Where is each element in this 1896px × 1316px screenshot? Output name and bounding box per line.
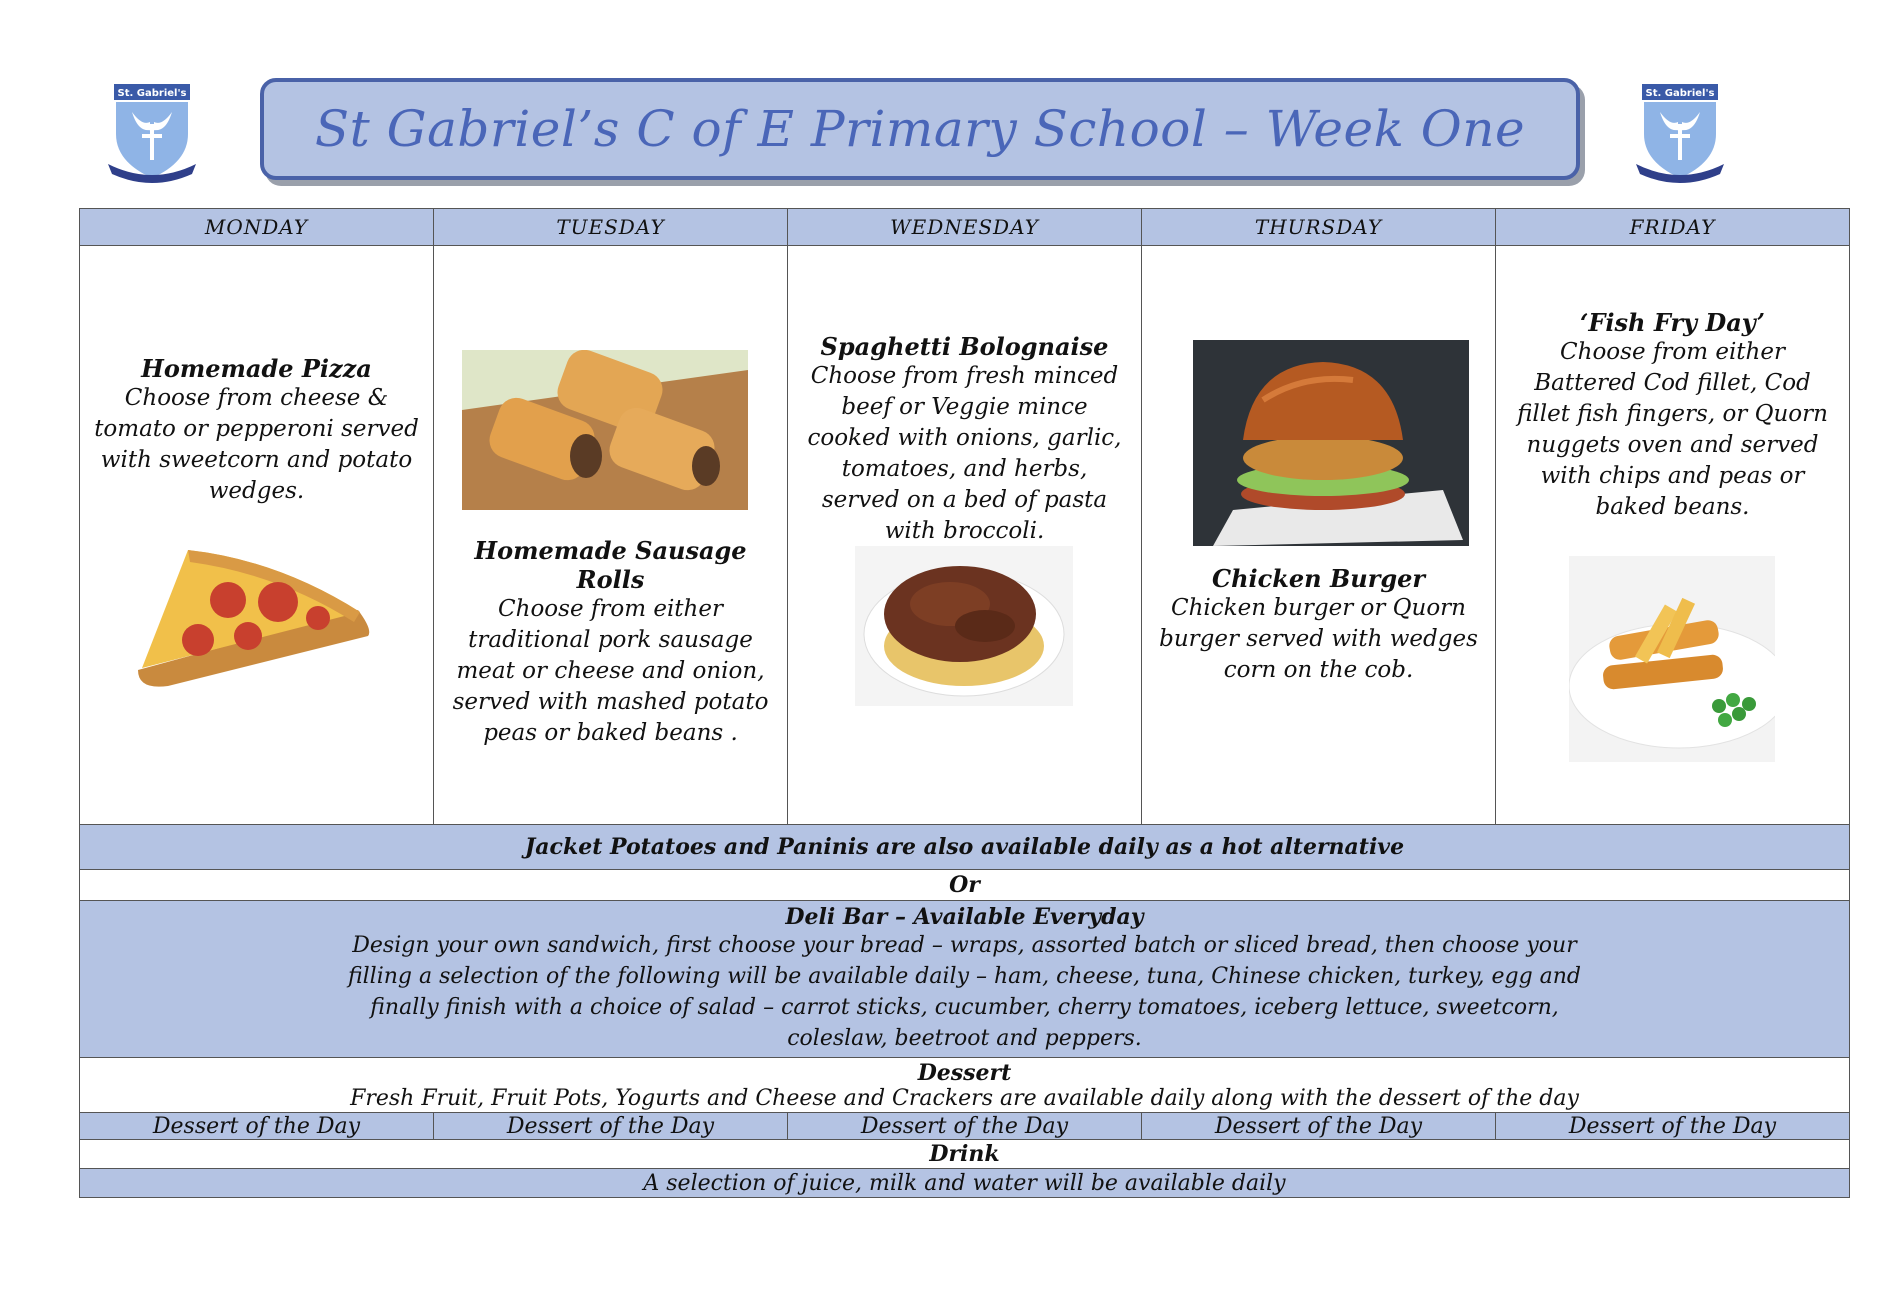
meal-name-friday: ‘Fish Fry Day’ (1580, 308, 1765, 337)
deli-bar-row (80, 901, 1850, 1058)
meal-cell-tuesday (434, 246, 788, 825)
spaghetti-bolognaise-image (855, 546, 1073, 706)
dessert-text: Fresh Fruit, Fruit Pots, Yogurts and Cheese and Crackers are available daily along with the dessert of the day (350, 1085, 1579, 1111)
pizza-slice-image (128, 540, 384, 690)
day-header-friday: FRIDAY (1496, 209, 1850, 246)
meal-desc-monday: Choose from cheese & tomato or pepperoni served with sweetcorn and potato wedges. (94, 385, 419, 504)
logo-text: St. Gabriel's (1645, 88, 1715, 99)
meal-cell-monday (80, 246, 434, 825)
hot-alternative-row (80, 825, 1850, 870)
logo-text: St. Gabriel's (117, 88, 187, 99)
dessert-title: Dessert (917, 1059, 1012, 1086)
meal-cell-wednesday (788, 246, 1142, 825)
day-header-row (80, 209, 1850, 246)
day-header-tuesday: TUESDAY (434, 209, 788, 246)
deli-bar-cell (80, 901, 1850, 1058)
day-header-monday: MONDAY (80, 209, 434, 246)
hot-alternative-text: Jacket Potatoes and Paninis are also available daily as a hot alternative (80, 825, 1850, 870)
deli-bar-title: Deli Bar – Available Everyday (785, 904, 1144, 930)
school-logo-right (1630, 82, 1730, 186)
weekly-menu-table (79, 208, 1850, 1198)
page-title-banner (260, 78, 1580, 180)
meal-name-tuesday: Homemade Sausage Rolls (474, 536, 747, 594)
fish-fingers-image (1569, 556, 1775, 762)
drink-row (80, 1169, 1850, 1198)
dessert-of-day-thursday: Dessert of the Day (1142, 1113, 1496, 1140)
meals-row (80, 246, 1850, 825)
drink-title: Drink (80, 1140, 1850, 1169)
page-title: St Gabriel’s C of E Primary School – Week One (314, 100, 1526, 158)
dessert-of-day-tuesday: Dessert of the Day (434, 1113, 788, 1140)
meal-desc-friday: Choose from either Battered Cod fillet, Cod fillet fish fingers, or Quorn nuggets oven and served with chips and peas or baked beans. (1517, 339, 1828, 520)
sausage-rolls-image (462, 350, 748, 510)
or-row (80, 870, 1850, 901)
day-header-thursday: THURSDAY (1142, 209, 1496, 246)
dessert-of-day-monday: Dessert of the Day (80, 1113, 434, 1140)
drink-text: A selection of juice, milk and water will be available daily (80, 1169, 1850, 1198)
meal-desc-wednesday: Choose from fresh minced beef or Veggie mince cooked with onions, garlic, tomatoes, and herbs, served on a bed of pasta with broccoli. (807, 363, 1122, 544)
dessert-of-day-wednesday: Dessert of the Day (788, 1113, 1142, 1140)
dessert-row (80, 1058, 1850, 1113)
meal-cell-thursday (1142, 246, 1496, 825)
day-header-wednesday: WEDNESDAY (788, 209, 1142, 246)
meal-cell-friday (1496, 246, 1850, 825)
or-text: Or (80, 870, 1850, 901)
school-logo-left (102, 82, 202, 186)
dessert-cell (80, 1058, 1850, 1113)
dessert-of-day-row (80, 1113, 1850, 1140)
meal-desc-tuesday: Choose from either traditional pork sausage meat or cheese and onion, served with mashed potato peas or baked beans . (452, 596, 769, 746)
deli-bar-text: Design your own sandwich, first choose your bread – wraps, assorted batch or sliced bread, then choose your filling a selection of the following will be available daily – ham, cheese, tuna, Chinese chicken, turkey, egg and finally finish with a choice of salad – carrot sticks, cucumber, cherry tomatoes, iceberg lettuce, sweetcorn, coleslaw, beetroot and peppers. (347, 933, 1582, 1051)
meal-name-monday: Homemade Pizza (141, 354, 372, 383)
chicken-burger-image (1193, 340, 1469, 546)
dessert-of-day-friday: Dessert of the Day (1496, 1113, 1850, 1140)
meal-name-thursday: Chicken Burger (1211, 564, 1426, 593)
meal-name-wednesday: Spaghetti Bolognaise (820, 332, 1109, 361)
meal-desc-thursday: Chicken burger or Quorn burger served with wedges corn on the cob. (1159, 595, 1478, 683)
drink-title-row (80, 1140, 1850, 1169)
